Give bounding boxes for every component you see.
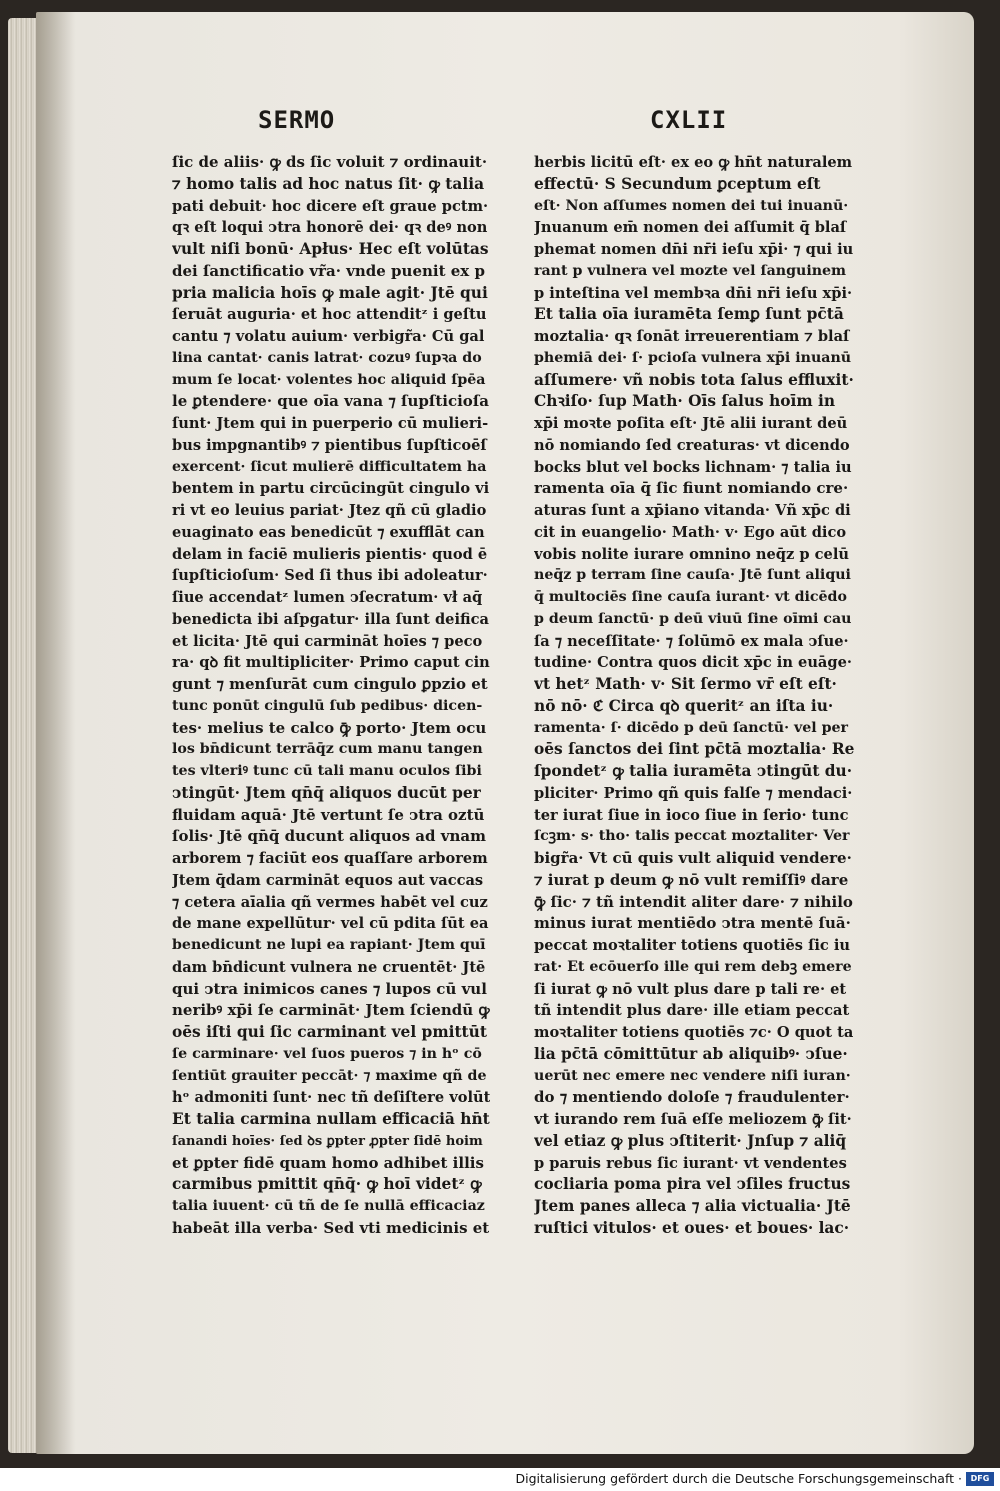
text-line: vt iurando rem ſuā eſſe meliozem ꝙ̄ ſit· [534, 1111, 852, 1128]
text-line: ruſtici vitulos· et oues· et boues· lac· [534, 1218, 850, 1237]
text-line: ⁊ iurat p deum ꝙ nō vult remiſſiꝰ dare [534, 870, 849, 889]
text-line: ⁊ homo talis ad hoc natus ſit· ꝙ talia [172, 174, 485, 193]
text-line: aturas ſunt a xp̄iano vitanda· Vñ xp̄c di [534, 502, 851, 519]
text-line: mum ſe locat· volentes hoc aliquid ſpēa [172, 371, 486, 388]
text-line: tes vlteriꝰ tunc cū tali manu oculos ſibi [172, 763, 482, 779]
text-line: neribꝰ xp̄i ſe carmināt· Jtem ſciendū ꝙ [172, 1001, 490, 1020]
text-line: benedicunt ne lupi ea rapiant· Jtem quī [172, 937, 486, 953]
text-line: ſolis· Jtē qn̄q̄ ducunt aliquos ad vnam [172, 827, 486, 846]
text-line: tudine· Contra quos dicit xp̄c in euāge· [534, 654, 852, 672]
page-edges [8, 18, 38, 1453]
right-text-column [534, 152, 854, 1240]
text-line: ramenta oīa q̄ ſic fiunt nomiando cre· [534, 479, 849, 498]
text-line: ↄtingūt· Jtem qn̄q̄ aliquos ducūt per [172, 783, 481, 802]
text-line: Jnuanum em̄ nomen dei aſſumit q̄ blaſ [534, 219, 847, 237]
text-line: neq̄z p terram ſine cauſa· Jtē ſunt aliqui [534, 567, 851, 584]
text-line: ꝙ̄ ſic· ⁊ tñ intendit aliter dare· ⁊ nihilo [534, 892, 853, 911]
text-line: phemiā dei· ſ· pcioſa vulnera xp̄i inuanū [534, 349, 852, 366]
text-line: herbis licitū eſt· ex eo ꝙ hn̄t naturalem [534, 154, 853, 171]
funding-notice: Digitalisierung gefördert durch die Deutsche Forschungsgemeinschaft · [515, 1471, 962, 1486]
text-line: ſupſticioſum· Sed ſi thus ibi adoleatur· [172, 567, 488, 585]
text-line: lia pc̄tā cōmittūtur ab aliquibꝰ· ↄſue· [534, 1044, 848, 1063]
gutter-shadow [36, 12, 76, 1454]
text-line: ſunt· Jtem qui in puerperio cū mulieri- [172, 415, 489, 432]
text-line: Et talia oīa iuramēta ſemꝑ ſunt pc̄tā [534, 305, 844, 324]
text-line: qꝛ eſt loqui ↄtra honorē dei· qꝛ deꝰ non [172, 219, 488, 237]
text-line: ter iurat ſiue in ioco ſiue in ſerio· tunc [534, 806, 849, 824]
text-line: dei ſanctificatio vr̃a· vnde puenit ex p [172, 261, 485, 280]
text-line: ſa ⁊ neceſſitate· ⁊ ſolūmō ex mala ↄſue· [534, 632, 849, 650]
text-line: ſcꝫm· s· tho· talis peccat moztaliter· Ver [534, 828, 850, 845]
text-line: cit in euangelio· Math· v· Ego aūt dico [534, 523, 847, 541]
text-line: vt hetᶻ Math· v· Sit ſermo vr̄ eſt eſt· [534, 675, 837, 693]
text-line: talia iuuent· cū tñ de ſe nullā efficaciaz [172, 1198, 485, 1214]
text-line: ⁊ cetera aīalia qñ vermes habēt vel cuz [172, 893, 488, 911]
text-line: Et talia carmina nullam efficaciā hn̄t [172, 1110, 490, 1128]
text-line: ſeruāt auguria· et hoc attenditᶻ i geſtu [172, 306, 487, 324]
text-line: uerūt nec emere nec vendere niſi iuran· [534, 1067, 851, 1084]
text-line: ſpondetᶻ ꝙ talia iuramēta ↄtingūt du· [534, 762, 853, 780]
text-line: pria malicia hoīs ꝙ male agit· Jtē qui [172, 283, 488, 302]
text-line: benedicta ibi aſpgatur· illa ſunt deifica [172, 610, 489, 628]
text-line: Chꝛiſo· ſup Math· Oīs ſalus hoīm in [534, 392, 836, 411]
text-line: pati debuit· hoc dicere eſt graue pctm· [172, 197, 489, 215]
footer-bar [0, 1468, 1000, 1491]
text-line: et ꝑpter fidē quam homo adhibet illis [172, 1153, 484, 1172]
text-line: ra· qꝺ fit multipliciter· Primo caput cin [172, 654, 490, 672]
text-line: aſſumere· vñ nobis tota ſalus effluxit· [534, 370, 854, 389]
text-line: de mane expellūtur· vel cū pdita ſūt ea [172, 915, 489, 933]
text-line: nō nō· ℭ Circa qꝺ queritᶻ an iſta iu· [534, 696, 834, 715]
text-line: p inteſtina vel membꝛa dn̄i nr̄i ieſu xp̄i· [534, 284, 853, 302]
text-line: bus impgnantibꝰ ⁊ pientibus ſupſticoēſ [172, 436, 487, 454]
text-line: moztalia· qꝛ ſonāt irreuerentiam ⁊ blaſ [534, 328, 850, 345]
text-line: carmibus pmittit qn̄q̄· ꝙ hoī videtᶻ ꝙ [172, 1175, 482, 1194]
text-line: fluidam aquā· Jtē vertunt ſe ↄtra oztū [172, 805, 485, 824]
text-line: ſiue accendatᶻ lumen ↄſecratum· vł aq̄ [172, 589, 483, 606]
text-line: ſe carminare· vel ſuos pueros ⁊ in hᵒ cō [172, 1045, 482, 1062]
text-line: qui ↄtra inimicos canes ⁊ lupos cū vul [172, 979, 487, 998]
text-line: p deum ſanctū· p deū viuū ſine oīmi cau [534, 610, 852, 627]
text-line: xp̄i moꝛte poſita eſt· Jtē alii iurant deū [534, 415, 848, 432]
text-line: rant p vulnera vel mozte vel ſanguinem [534, 262, 847, 279]
running-head-right: CXLII [650, 106, 728, 134]
text-line: tes· melius te calco ꝙ̄ porto· Jtem ocu [172, 718, 487, 737]
running-head-left: SERMO [258, 106, 336, 134]
text-line: delam in faciē mulieris pientis· quod ē [172, 545, 488, 563]
text-line: pliciter· Primo qñ quis falſe ⁊ mendaci· [534, 784, 853, 802]
text-line: rat· Et ecōuerſo ille qui rem debꝫ emere [534, 958, 852, 975]
text-line: lina cantat· canis latrat· cozuꝰ ſupꝛa do [172, 349, 482, 366]
text-line: tñ intendit plus dare· ille etiam peccat [534, 1002, 850, 1020]
text-line: do ⁊ mentiendo doloſe ⁊ fraudulenter· [534, 1088, 850, 1107]
text-line: oēs ſanctos dei ſint pc̄tā moztalia· Re [534, 740, 854, 759]
dfg-logo-icon: DFG [966, 1472, 994, 1486]
text-line: ri vt eo leuius pariat· Jtez qñ cū gladio [172, 502, 487, 519]
text-line: bigr̃a· Vt cū quis vult aliquid vendere· [534, 849, 852, 867]
text-line: tunc ponūt cingulū ſub pedibus· dicen- [172, 697, 483, 714]
text-line: habeāt illa verba· Sed vti medicinis et [172, 1218, 490, 1237]
text-line: ſi iurat ꝙ nō vult plus dare p tali re· et [534, 980, 847, 998]
text-line: phemat nomen dn̄i nr̄i ieſu xp̄i· ⁊ qui iu [534, 241, 854, 258]
text-line: oēs iſti qui ſic carminant vel pmittūt [172, 1023, 487, 1041]
text-line: vult niſi bonū· Apłus· Hec eſt volūtas [172, 240, 489, 258]
text-line: hᵒ admoniti ſunt· nec tñ deſiſtere volūt [172, 1089, 490, 1107]
text-line: ramenta· ſ· dicēdo p deū ſanctū· vel per [534, 719, 849, 736]
text-line: vel etiaz ꝙ plus ↄſtiterit· Jnſup ⁊ aliq̄ [534, 1131, 847, 1150]
text-line: arborem ⁊ faciūt eos quaſſare arborem [172, 850, 488, 867]
text-line: exercent· ſicut mulierē difficultatem ha [172, 458, 487, 475]
text-line: p paruis rebus ſic iurant· vt vendentes [534, 1154, 847, 1172]
text-line: nō nomiando ſed creaturas· vt dicendo [534, 436, 850, 454]
text-line: bocks blut vel bocks lichnam· ⁊ talia iu [534, 458, 852, 476]
text-line: euaginato eas benedicūt ⁊ exufflāt can [172, 523, 485, 541]
text-line: cantu ⁊ volatu auium· verbigr̃a· Cū gal [172, 328, 485, 345]
text-line: le ꝑtendere· que oīa vana ⁊ ſupſticioſa [172, 392, 489, 411]
text-line: et licita· Jtē qui carmināt hoīes ⁊ peco [172, 632, 483, 650]
text-line: bentem in partu circūcingūt cingulo vi [172, 480, 490, 498]
text-line: minus iurat mentiēdo ↄtra mentē ſuā· [534, 914, 851, 933]
text-line: effectū· S Secundum ꝑceptum eſt [534, 174, 821, 193]
text-line: eſt· Non aſſumes nomen dei tui inuanū· [534, 197, 849, 214]
text-line: Jtem panes alleca ⁊ alia victualia· Jtē [534, 1197, 851, 1215]
text-line: ſentiūt grauiter peccāt· ⁊ maxime qñ de [172, 1067, 487, 1084]
text-line: cocliaria poma pira vel ↄſiles fructus [534, 1175, 851, 1194]
text-line: q̄ multociēs ſine cauſa iurant· vt dicēdo [534, 589, 847, 605]
text-line: Jtem q̄dam carmināt equos aut vaccas [172, 871, 484, 889]
left-text-column [172, 152, 490, 1240]
text-line: los bn̄dicunt terrāq̄z cum manu tangen [172, 741, 483, 758]
text-line: gunt ⁊ menſurāt cum cingulo ꝑpzio et [172, 675, 488, 693]
text-line: ſanandi hoīes· ſed ꝺs ꝑpter ꝓpter ſidē hoim [172, 1133, 483, 1149]
text-line: peccat moꝛtaliter totiens quotiēs ſic iu [534, 937, 851, 954]
text-line: dam bn̄dicunt vulnera ne cruentēt· Jtē [172, 958, 486, 976]
text-line: ſic de aliis· ꝙ ds ſic voluit ⁊ ordinauit· [172, 153, 488, 171]
text-line: vobis nolite iurare omnino neq̄z p celū [534, 545, 849, 563]
text-line: moꝛtaliter totiens quotiēs ⁊c· O quot ta [534, 1024, 854, 1041]
